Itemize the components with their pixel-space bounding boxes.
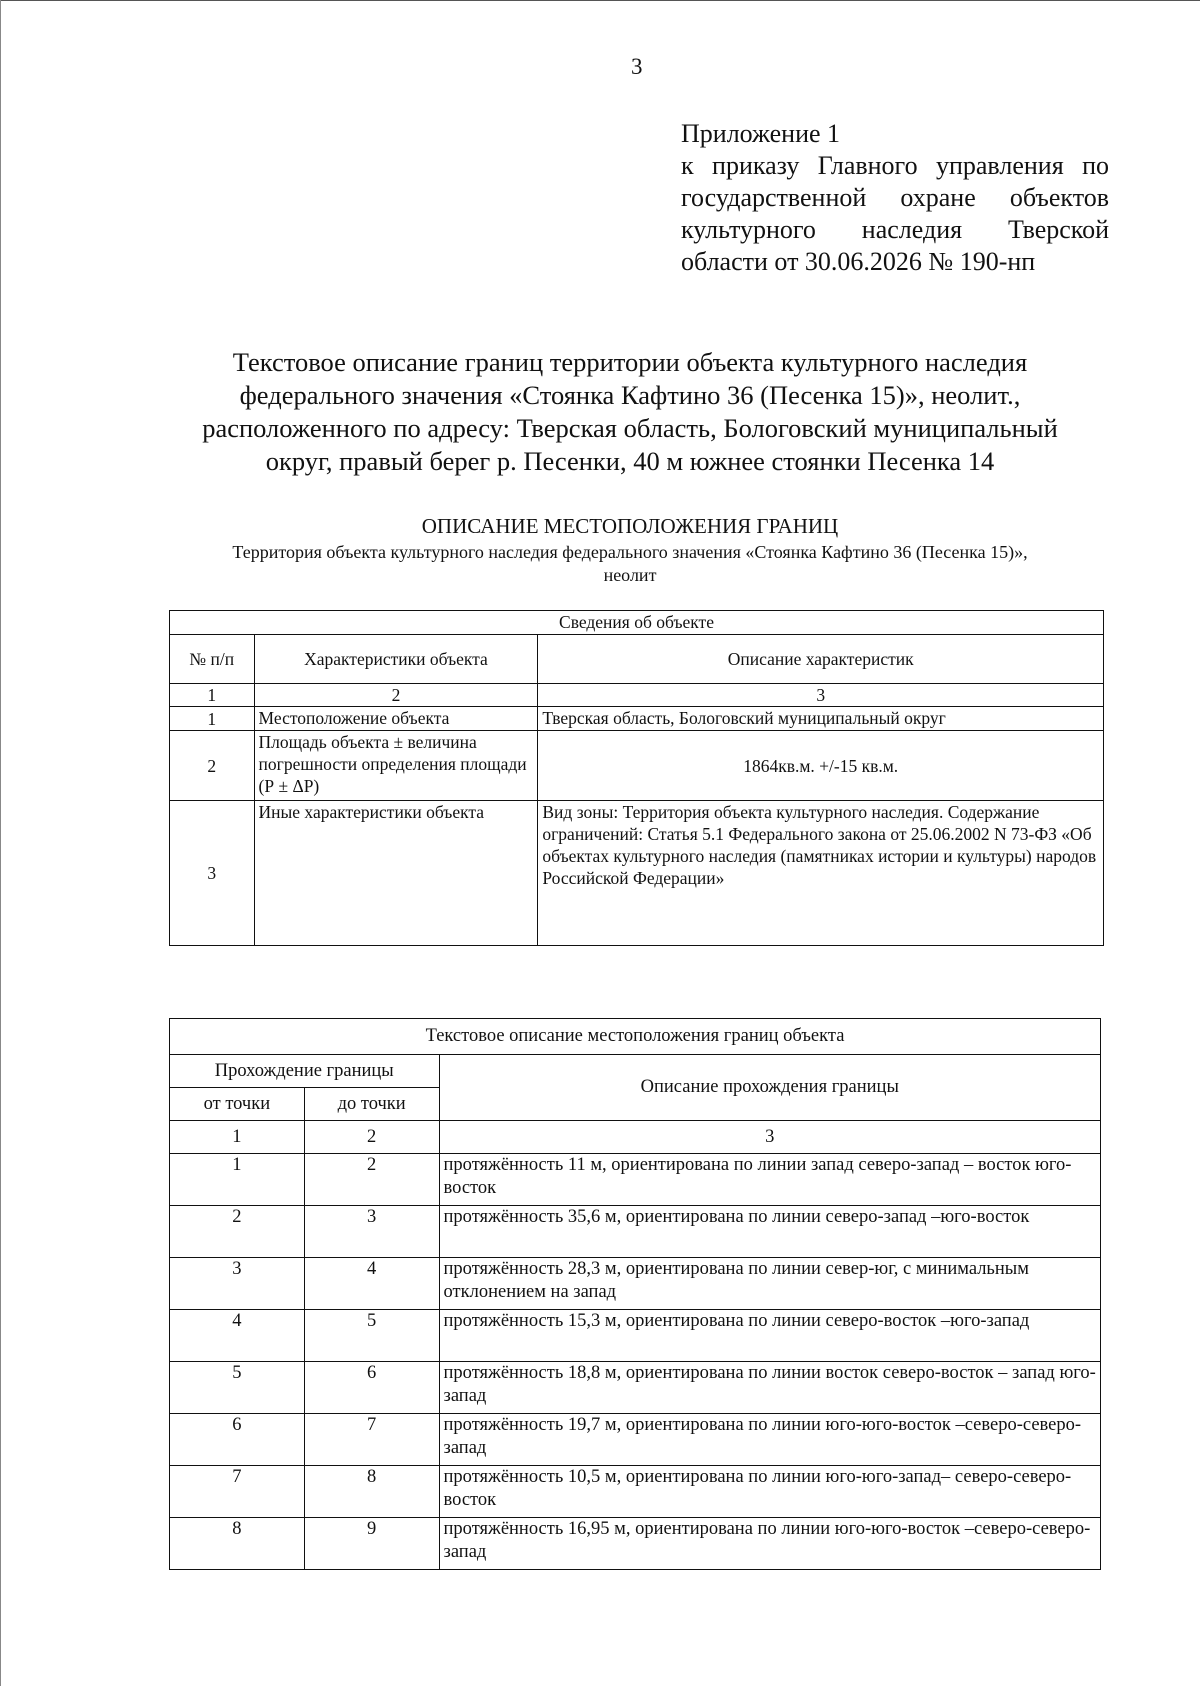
page-number: 3 <box>631 54 643 79</box>
table-row <box>170 1206 1101 1258</box>
to-point: 3 <box>304 1206 439 1258</box>
from-point: 8 <box>170 1518 305 1570</box>
row-value: 1864кв.м. +/-15 кв.м. <box>538 731 1104 801</box>
from-point: 7 <box>170 1466 305 1518</box>
index-cell: 3 <box>439 1121 1100 1154</box>
to-point: 6 <box>304 1362 439 1414</box>
annex-line: к приказу Главного управления по <box>681 151 1109 180</box>
table-row <box>170 1518 1101 1570</box>
header-description: Описание характеристик <box>538 635 1104 684</box>
section-subheading <box>160 541 1100 587</box>
title-line: расположенного по адресу: Тверская область, Бологовский муниципальный <box>202 413 1058 443</box>
row-name: Местоположение объекта <box>254 707 538 731</box>
passage-description: протяжённость 19,7 м, ориентирована по линии юго-юго-восток –северо-северо-запад <box>439 1414 1100 1466</box>
annex-block <box>681 118 1109 278</box>
table-row <box>170 1258 1101 1310</box>
to-point: 5 <box>304 1310 439 1362</box>
passage-description: протяжённость 10,5 м, ориентирована по линии юго-юго-запад– северо-северо-восток <box>439 1466 1100 1518</box>
table-row <box>170 731 1104 801</box>
table-row <box>170 1154 1101 1206</box>
index-cell: 3 <box>538 684 1104 707</box>
to-point: 7 <box>304 1414 439 1466</box>
annex-line: государственной охране объектов <box>681 183 1109 212</box>
to-point: 8 <box>304 1466 439 1518</box>
passage-description: протяжённость 18,8 м, ориентирована по линии восток северо-восток – запад юго-запад <box>439 1362 1100 1414</box>
from-point: 5 <box>170 1362 305 1414</box>
table-row <box>170 1362 1101 1414</box>
from-point: 4 <box>170 1310 305 1362</box>
row-value: Вид зоны: Территория объекта культурного наследия. Содержание ограничений: Статья 5.1 Федерального закона от 25.06.2002 N 73-ФЗ «Об объектах культурного наследия (памятниках истории и культуры) народов Российской Федерации» <box>538 801 1104 946</box>
annex-line: области от 30.06.2026 № 190-нп <box>681 247 1036 276</box>
from-point: 2 <box>170 1206 305 1258</box>
row-value: Тверская область, Бологовский муниципальный округ <box>538 707 1104 731</box>
document-title <box>160 346 1100 478</box>
row-name: Площадь объекта ± величина погрешности определения площади (Р ± ΔР) <box>254 731 538 801</box>
from-point: 1 <box>170 1154 305 1206</box>
header-number: № п/п <box>170 635 255 684</box>
passage-description: протяжённость 15,3 м, ориентирована по линии северо-восток –юго-запад <box>439 1310 1100 1362</box>
boundary-description-table <box>169 1018 1101 1570</box>
table-row <box>170 1310 1101 1362</box>
table-row <box>170 801 1104 946</box>
passage-description: протяжённость 35,6 м, ориентирована по линии северо-запад –юго-восток <box>439 1206 1100 1258</box>
title-line: округ, правый берег р. Песенки, 40 м южнее стоянки Песенка 14 <box>265 446 995 476</box>
row-number: 1 <box>170 707 255 731</box>
to-point: 2 <box>304 1154 439 1206</box>
row-name: Иные характеристики объекта <box>254 801 538 946</box>
index-cell: 1 <box>170 684 255 707</box>
to-point: 4 <box>304 1258 439 1310</box>
table-caption: Сведения об объекте <box>170 611 1104 635</box>
annex-title: Приложение 1 <box>681 119 841 148</box>
header-to-point: до точки <box>304 1088 439 1121</box>
passage-description: протяжённость 11 м, ориентирована по линии запад северо-запад – восток юго-восток <box>439 1154 1100 1206</box>
from-point: 6 <box>170 1414 305 1466</box>
from-point: 3 <box>170 1258 305 1310</box>
title-line: Текстовое описание границ территории объекта культурного наследия <box>232 347 1028 377</box>
row-number: 2 <box>170 731 255 801</box>
subheading-line: неолит <box>603 565 657 585</box>
subheading-line: Территория объекта культурного наследия федерального значения «Стоянка Кафтино 36 (Песенка 15)», <box>232 542 1028 562</box>
title-line: федерального значения «Стоянка Кафтино 36 (Песенка 15)», неолит., <box>239 380 1021 410</box>
header-characteristics: Характеристики объекта <box>254 635 538 684</box>
annex-line: культурного наследия Тверской <box>681 215 1109 244</box>
passage-description: протяжённость 16,95 м, ориентирована по линии юго-юго-восток –северо-северо-запад <box>439 1518 1100 1570</box>
table-row <box>170 1466 1101 1518</box>
scan-left-edge <box>0 0 1 1686</box>
object-info-table <box>169 610 1104 946</box>
header-passage-description: Описание прохождения границы <box>439 1055 1100 1121</box>
header-from-point: от точки <box>170 1088 305 1121</box>
index-cell: 1 <box>170 1121 305 1154</box>
to-point: 9 <box>304 1518 439 1570</box>
index-cell: 2 <box>254 684 538 707</box>
index-cell: 2 <box>304 1121 439 1154</box>
section-heading: ОПИСАНИЕ МЕСТОПОЛОЖЕНИЯ ГРАНИЦ <box>421 514 839 538</box>
table-row <box>170 1414 1101 1466</box>
passage-description: протяжённость 28,3 м, ориентирована по линии север-юг, с минимальным отклонением на запад <box>439 1258 1100 1310</box>
row-number: 3 <box>170 801 255 946</box>
table-caption: Текстовое описание местоположения границ объекта <box>170 1019 1101 1055</box>
table-row <box>170 707 1104 731</box>
scan-top-edge <box>0 0 1200 1</box>
header-boundary-passage: Прохождение границы <box>170 1055 440 1088</box>
